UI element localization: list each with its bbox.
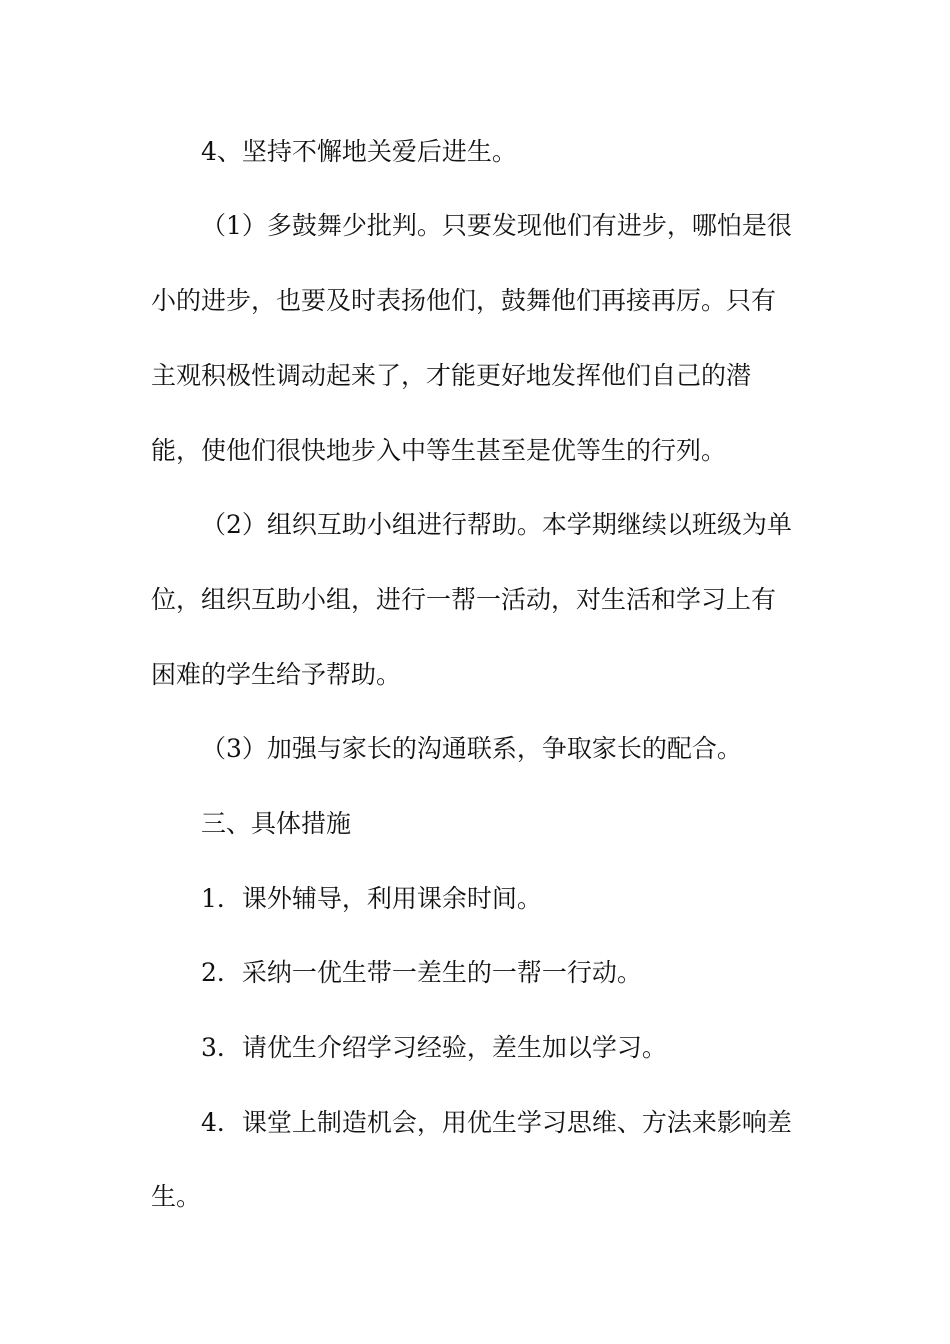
- paragraph-1-line-2: 小的进步，也要及时表扬他们，鼓舞他们再接再厉。只有: [151, 286, 777, 315]
- heading-4: 4、坚持不懈地关爱后进生。: [201, 137, 517, 166]
- measure-1: 1．课外辅导，利用课余时间。: [201, 884, 542, 913]
- paragraph-2-line-3: 困难的学生给予帮助。: [151, 660, 402, 689]
- measure-2: 2．采纳一优生带一差生的一帮一行动。: [201, 958, 642, 987]
- section-heading: 三、具体措施: [201, 809, 352, 838]
- paragraph-1-line-3: 主观积极性调动起来了，才能更好地发挥他们自己的潜: [151, 361, 752, 390]
- paragraph-2-line-1: （2）组织互助小组进行帮助。本学期继续以班级为单: [201, 510, 792, 539]
- measure-4-line-1: 4．课堂上制造机会，用优生学习思维、方法来影响差: [201, 1108, 792, 1137]
- paragraph-1-line-4: 能，使他们很快地步入中等生甚至是优等生的行列。: [151, 436, 727, 465]
- measure-3: 3．请优生介绍学习经验，差生加以学习。: [201, 1033, 667, 1062]
- paragraph-1-line-1: （1）多鼓舞少批判。只要发现他们有进步，哪怕是很: [201, 211, 792, 240]
- paragraph-2-line-2: 位，组织互助小组，进行一帮一活动，对生活和学习上有: [151, 585, 777, 614]
- paragraph-3: （3）加强与家长的沟通联系，争取家长的配合。: [201, 734, 742, 763]
- measure-4-line-2: 生。: [151, 1182, 202, 1211]
